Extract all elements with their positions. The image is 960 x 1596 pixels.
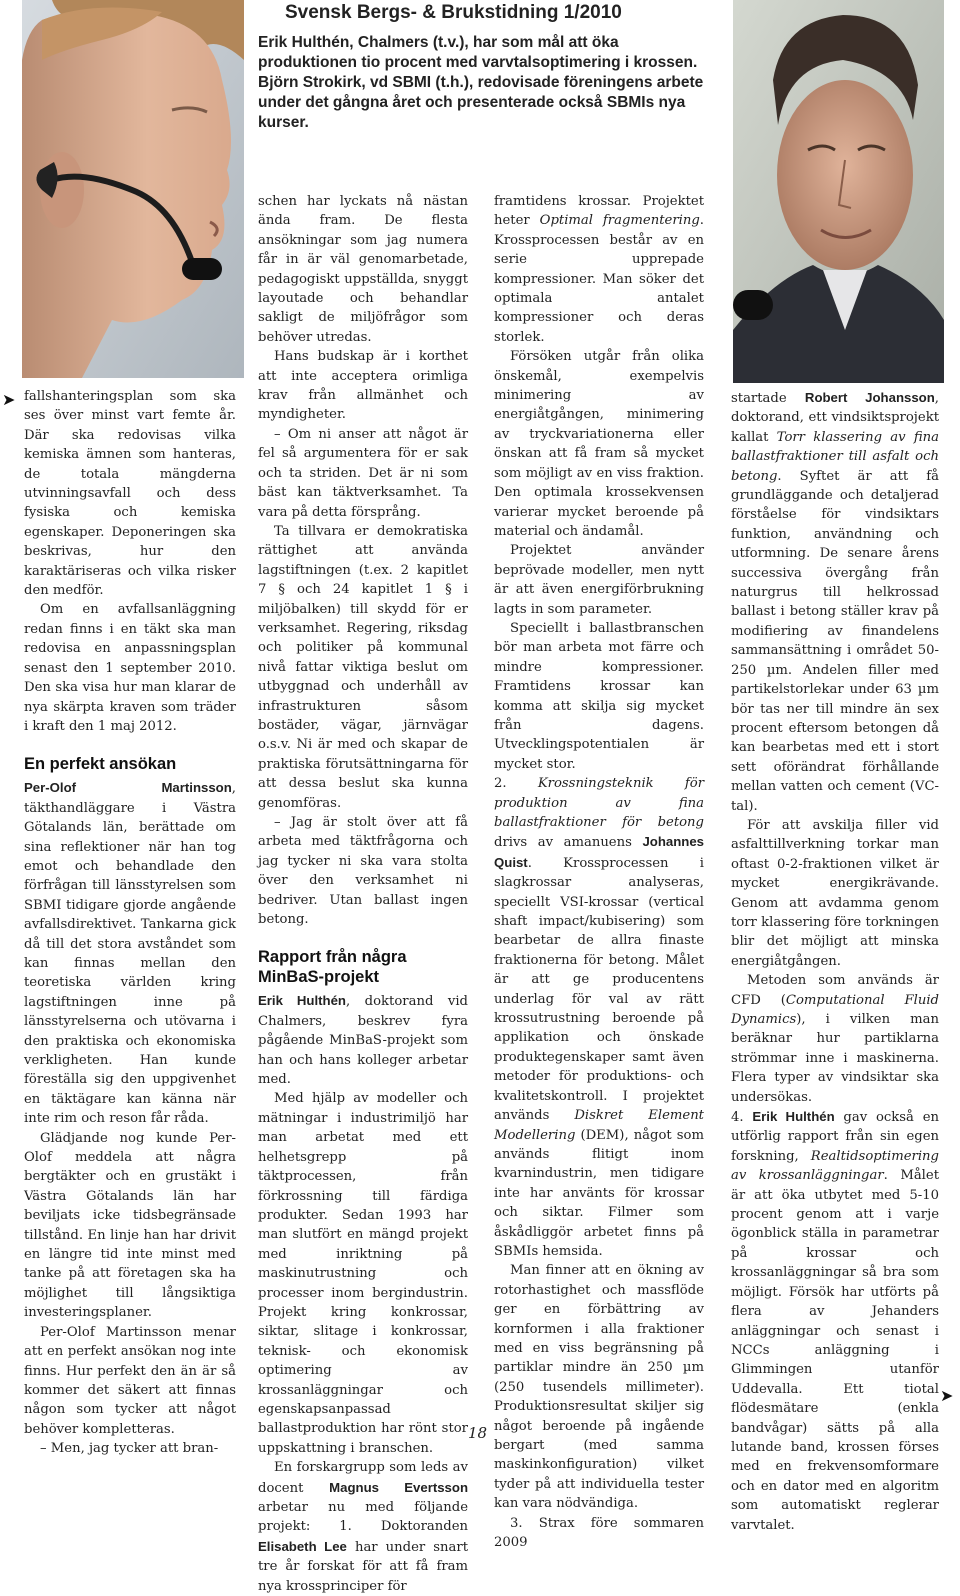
project-title-optimal-fragmentering: Optimal fragmentering bbox=[539, 213, 700, 229]
portrait-right-image bbox=[733, 0, 944, 383]
col4-p3-text-a: Metoden som används är CFD ( bbox=[731, 973, 939, 1008]
col2-paragraph-3: – Om ni anser att något är fel så argumentera för er sak och ta striden. Det är ni som bäst kan täktverksamhet. Ta vara på detta försprång. bbox=[258, 426, 468, 520]
col3-paragraph-7: 3. Strax före sommaren 2009 bbox=[494, 1515, 704, 1551]
col4-p3-text-b: ), i vilken man beräknar hur partiklarna strömmar inne i maskinerna. Flera typer av vindsiktar ska undersökas. bbox=[731, 1012, 939, 1105]
continue-out-arrow-icon: ➤ bbox=[940, 1386, 954, 1405]
col4-p1-text-b: , doktorand, ett vindsiktsprojekt kallat bbox=[731, 391, 939, 445]
col3-paragraph-5 bbox=[494, 774, 704, 1261]
col4-paragraph-3 bbox=[731, 971, 939, 1107]
name-johannes-quist: Johannes Quist bbox=[494, 834, 704, 870]
col3-p5-text-c: . Krossprocessen i slagkrossar analyseras, speciellt VSI-krossar (vertical shaft impact/kubisering) som bearbetar de allra finaste fraktionerna för betong. Målet är att ge producentens underlag för val av rätt krossutrustning beroende på applikation och önskade produktegenskaper samt även metoder för produktions- och kvalitetskontroll. I projektet används bbox=[494, 855, 704, 1124]
col2-paragraph-6 bbox=[258, 991, 468, 1089]
column-1 bbox=[24, 387, 236, 1459]
project-title-realtidsoptimering: Realtidsoptimering av krossanläggningar bbox=[731, 1148, 939, 1184]
col3-paragraph-2: Försöken utgår från olika önskemål, exempelvis minimering av energiåtgången, minimering av tryckvariationerna eller önskan att få fram så mycket som möjligt av en viss fraktion. Den optimala krossekvensen varierar mycket beroende på material och ändamål. bbox=[494, 349, 704, 539]
name-elisabeth-lee: Elisabeth Lee bbox=[258, 1538, 347, 1554]
col2-p8-text-a: En forskargrupp som leds av docent bbox=[258, 1460, 468, 1496]
col2-paragraph-1: schen har lyckats nå nästan ända fram. De flesta ansökningar som jag numera får in är väl genomarbetade, pedagogiskt uppställda, snyggt layoutade och behandlar sakligt de miljöfrågor som behöver utredas. bbox=[258, 194, 468, 345]
col3-paragraph-3: Projektet använder beprövade modeller, men nytt är att även energiförbrukning lagts in som parameter. bbox=[494, 543, 704, 617]
name-per-olof-martinsson: Per-Olof Martinsson bbox=[24, 780, 232, 796]
col3-p1-text-b: . Krossprocessen består av en serie upprepade kompressioner. Man söker det optimala antalet kompressioner och deras storlek. bbox=[494, 213, 704, 345]
col3-p5-text-d: (DEM), något som används flitigt inom kvarnindustrin, men tidigare inte har använts för krossar och siktar. Filmer som åskådliggör arbetet finns på SBMIs hemsida. bbox=[494, 1127, 704, 1259]
col2-heading: Rapport från några MinBaS-projekt bbox=[258, 948, 407, 987]
name-magnus-evertsson: Magnus Evertsson bbox=[329, 1479, 468, 1495]
col1-paragraph-5: Per-Olof Martinsson menar att en perfekt ansökan nog inte finns. Hur perfekt den än är så kommer det säkert att finnas någon som tycker att något behöver kompletteras. bbox=[24, 1324, 236, 1437]
col3-paragraph-6: Man finner att en ökning av rotorhastighet och massflöde ger en förbättring av kornformen i alla fraktioner med en viss begränsning på partiklar mindre än 250 µm (250 tusendels millimeter). Produktionsresultat skiljer sig något beroende på ingående bergart (med samma maskinkonfiguration) vilket tyder på att individuella tester kan vara nödvändiga. bbox=[494, 1263, 704, 1512]
col4-paragraph-1 bbox=[731, 388, 939, 816]
col1-paragraph-6: – Men, jag tycker att bran- bbox=[40, 1441, 219, 1457]
col3-paragraph-4: Speciellt i ballastbranschen bör man arbeta mot färre och mindre kompressioner. Framtidens krossar kan komma att skilja sig mycket från dagens. Utvecklingspotentialen är mycket stor. bbox=[494, 620, 704, 772]
photo-bjorn-strokirk bbox=[733, 0, 944, 383]
column-2 bbox=[258, 192, 468, 1596]
term-computational-fluid-dynamics: Computational Fluid Dynamics bbox=[731, 992, 939, 1027]
col4-p4-text-c: . Målet är att öka utbytet med 5-10 procent genom att i varje ögonblick ställa in parametrar på krossar och krossanläggningar så bra som möjligt. Försök har utförts på flera av Jehanders anläggningar och senast i NCCs anläggning i Glimmingen utanför Uddevalla. Ett tiotal flödesmätare (enkla bandvågar) sätts på alla lutande band, krossen förses med en frekvensomformare och en dator med en algoritm som automatiskt reglerar varvtalet. bbox=[731, 1168, 940, 1533]
continue-in-arrow-icon: ➤ bbox=[2, 390, 16, 409]
col4-paragraph-2: För att avskilja filler vid asfalttillverkning torkar man oftast 0-2-fraktionen vilket är mycket energikrävande. Genom att avdamma genom torr klassering före torkningen blir det möjligt att minska energiåtgången. bbox=[731, 817, 939, 969]
col1-paragraph-3-text: , täkthandläggare i Västra Götalands län, berättade om sina reflektioner när han tog emot och behandlade den förfrågan till länsstyrelsen som SBMI tidigare gjorde angående avfallsdirektivet. Tankarna gick då till det stora avståndet som kan finnas mellan den teoretiska världen kring lagstiftningen inne på länsstyrelserna och utövarna i den praktiska och ekonomiska verkligheten. Han kunde föreställa sig den uppgivenhet en täktägare kan känna när inte rim och reson får råda. bbox=[24, 781, 236, 1127]
project-title-krossningsteknik: Krossningsteknik för produktion av fina ballastfraktioner för betong bbox=[494, 776, 704, 830]
col3-paragraph-1 bbox=[494, 192, 704, 347]
col1-paragraph-1: fallshanteringsplan som ska ses över minst vart femte år. Där ska redovisas vilka kemiska ämnen som hanteras, de totala mängderna utvinningsavfall och dess fysiska och kemiska egenskaper. Deponeringen ska beskrivas, hur den karaktäriseras och vilka risker den medför. bbox=[24, 389, 236, 599]
name-robert-johansson: Robert Johansson bbox=[804, 390, 935, 405]
column-3 bbox=[494, 192, 704, 1552]
col1-paragraph-3 bbox=[24, 778, 236, 1128]
term-diskret-element-modellering: Diskret Element Modellering bbox=[494, 1108, 704, 1143]
page-number: 18 bbox=[468, 1424, 488, 1442]
col4-p1-text-a: startade bbox=[731, 391, 805, 406]
col4-p4-text-a: 4. bbox=[731, 1110, 753, 1126]
col2-paragraph-7: Med hjälp av modeller och mätningar i industrimiljö har man arbetat med ett helhetsgrepp på täktprocessen, från förkrossning till färdiga produkter. Sedan 1993 har man slutfört en mängd projekt med inriktning på maskinutrustning och processer inom bergindustrin. Projekt kring konkrossar, siktar, slitage i konkrossar, teknisk- och ekonomisk optimering av krossanläggningar och egenskapsanpassad ballastproduktion har rönt stor uppskattning i branschen. bbox=[258, 1091, 468, 1456]
col2-paragraph-4: Ta tillvara er demokratiska rättighet att använda lagstiftningen (t.ex. 2 kapitlet 7 § och 24 kapitlet 1 § i miljöbalken) till skydd för er verksamhet. Regering, riksdag och politiker på kommunal nivå fattar viktiga beslut om utbyggnad och underhåll av infrastrukturen såsom bostäder, vägar, järnvägar o.s.v. Ni är med och skapar de praktiska förutsättningarna för att dessa beslut ska kunna genomföras. bbox=[258, 523, 468, 811]
col2-paragraph-2: Hans budskap är i korthet att inte acceptera orimliga krav från allmänhet och myndigheter. bbox=[258, 349, 468, 423]
col1-paragraph-4: Glädjande nog kunde Per-Olof meddela att några bergtäkter och en grustäkt i Västra Götalands län har beviljats icke tidsbegränsade tillstånd. En linje han har drivit en längre tid inte minst med tanke på att företagen ska ha möjlighet till långsiktiga investeringsplaner. bbox=[24, 1130, 236, 1321]
col3-p5-text-b: drivs av amanuens bbox=[494, 835, 643, 851]
col2-paragraph-8 bbox=[258, 1458, 468, 1596]
masthead: Svensk Bergs- & Brukstidning 1/2010 bbox=[285, 2, 622, 23]
col3-p5-text-a: 2. bbox=[494, 776, 538, 792]
photo-erik-hulthen bbox=[22, 0, 244, 378]
name-erik-hulthen-2: Erik Hulthén bbox=[752, 1109, 835, 1125]
col1-heading: En perfekt ansökan bbox=[24, 755, 177, 774]
col3-p1-text-a: framtidens krossar. Projektet heter bbox=[494, 194, 704, 229]
col1-paragraph-2: Om en avfallsanläggning redan finns i en täkt ska man redovisa en anpassningsplan senast den 1 september 2010. Den ska visa hur man klarar de nya skärpta kraven som träder i kraft den 1 maj 2012. bbox=[24, 602, 236, 734]
col2-p8-text-c: har under snart tre år forskat för att få fram nya krossprinciper för bbox=[258, 1539, 468, 1594]
col2-p8-text-b: arbetar nu med följande projekt: 1. Doktoranden bbox=[258, 1500, 468, 1535]
col4-p1-text-c: . Syftet är att få grundläggande och detaljerad förståelse för vindsiktars funktion, användning och utformning. De senare årens successiva övergång från naturgrus till helkrossad ballast i betong ställer krav på modifiering av finandelens sammansättning i området 50-250 µm. Andelen filler med partikelstorlekar under 63 µm bör tas ner till mindre än sex procent eftersom betongen då kan bearbetas med ett i stort sett oförändrat förhållande mellan vatten och cement (VC-tal). bbox=[731, 468, 939, 814]
col2-paragraph-5: – Jag är stolt över att få arbeta med täktfrågorna och jag tycker ni ska vara stolta över den verksamhet ni bedriver. Utan ballast ingen betong. bbox=[258, 815, 468, 928]
column-4 bbox=[731, 388, 939, 1535]
col4-paragraph-4 bbox=[731, 1107, 939, 1535]
name-erik-hulthen: Erik Hulthén bbox=[258, 993, 346, 1009]
photo-caption: Erik Hulthén, Chalmers (t.v.), har som mål att öka produktionen tio procent med varvtalsoptimering i krossen. Björn Strokirk, vd SBMI (t.h.), redovisade föreningens arbete under det gångna året och presenterade också SBMIs nya kurser. bbox=[258, 34, 704, 131]
project-title-torr-klassering: Torr klassering av fina ballastfraktioner till asfalt och betong bbox=[731, 429, 939, 484]
col2-paragraph-6-text: , doktorand vid Chalmers, beskrev fyra pågående MinBaS-projekt som han och hans kolleger arbetar med. bbox=[258, 994, 468, 1088]
col4-p4-text-b: gav också en utförlig rapport från sin egen forskning, bbox=[731, 1110, 939, 1164]
portrait-left-image bbox=[22, 0, 244, 378]
